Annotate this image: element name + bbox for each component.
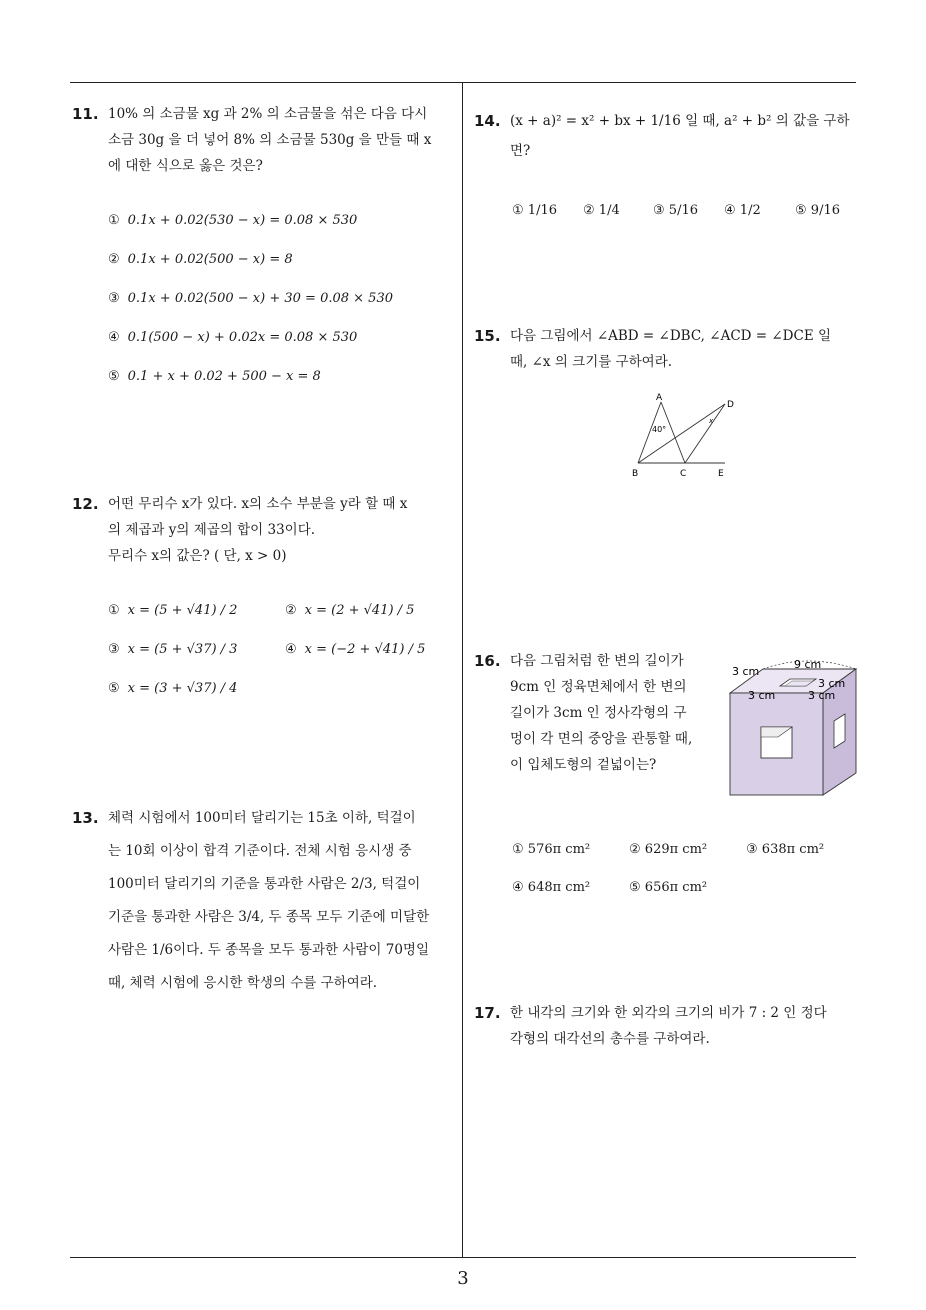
problem-stem: 다음 그림에서 ∠ABD = ∠DBC, ∠ACD = ∠DCE 일 때, ∠x 의 크기를 구하여라. xyxy=(510,328,832,370)
choice-row xyxy=(512,203,852,229)
problem-number: 13. xyxy=(72,809,99,827)
label-left: 3 cm xyxy=(732,665,760,678)
problem-13 xyxy=(72,802,456,1000)
problem-stem: 한 내각의 크기와 한 외각의 크기의 비가 7 : 2 인 정다 각형의 대각선의 총수를 구하여라. xyxy=(510,1005,827,1047)
problem-14 xyxy=(474,106,858,166)
choice-2[interactable]: ② x = (2 + √41) / 5 xyxy=(285,603,415,618)
problem-number: 14. xyxy=(474,112,501,130)
choice-3[interactable]: ③ 638π cm² xyxy=(746,842,825,857)
page-number: 3 xyxy=(457,1268,469,1289)
choice-3[interactable]: ③ 0.1x + 0.02(500 − x) + 30 = 0.08 × 530 xyxy=(108,291,393,306)
label-e: E xyxy=(718,469,724,479)
problem-number: 15. xyxy=(474,327,501,345)
choice-1[interactable]: ① x = (5 + √41) / 2 xyxy=(108,603,238,618)
label-d: D xyxy=(727,400,734,410)
top-rule xyxy=(70,82,856,83)
problem-stem: (x + a)² = x² + bx + 1/16 일 때, a² + b² 의 값을 구하 면? xyxy=(510,113,850,159)
problem-stem: 체력 시험에서 100미터 달리기는 15초 이하, 턱걸이 는 10회 이상이 합격 기준이다. 전체 시험 응시생 중 100미터 달리기의 기준을 통과한 사람은 2/3, 턱걸이 기준을 통과한 사람은 3/4, 두 종목 모두 기준에 미달한 사람은 1/6이다. 두 종목을 모두 통과한 사람이 70명일 때, 체력 시험에 응시한 학생의 수를 구하여라. xyxy=(108,810,430,991)
label-edge: 9 cm xyxy=(794,658,822,671)
choice-1[interactable]: ① 576π cm² xyxy=(512,842,591,857)
choice-4[interactable]: ④ 1/2 xyxy=(724,203,761,218)
column-divider xyxy=(462,82,463,1258)
problem-stem: 다음 그림처럼 한 변의 길이가 9cm 인 정육면체에서 한 변의 길이가 3cm 인 정사각형의 구 멍이 각 면의 중앙을 관통할 때, 이 입체도형의 겉넓이는? xyxy=(510,653,693,773)
choice-4[interactable]: ④ 648π cm² xyxy=(512,880,591,895)
choice-5[interactable]: ⑤ 656π cm² xyxy=(629,880,708,895)
choice-5[interactable]: ⑤ 0.1 + x + 0.02 + 500 − x = 8 xyxy=(108,369,321,384)
label-c: C xyxy=(680,469,687,479)
choice-row xyxy=(512,880,872,904)
label-angle: 40° xyxy=(652,425,667,434)
choice-2[interactable]: ② 629π cm² xyxy=(629,842,708,857)
cube-figure xyxy=(728,655,860,797)
choice-row xyxy=(512,842,872,866)
label-hole-b: 3 cm xyxy=(808,689,836,702)
problem-11 xyxy=(72,101,456,179)
problem-number: 12. xyxy=(72,495,99,513)
bottom-rule xyxy=(70,1257,856,1258)
label-a: A xyxy=(656,393,663,403)
choice-2[interactable]: ② 0.1x + 0.02(500 − x) = 8 xyxy=(108,252,293,267)
problem-15 xyxy=(474,323,858,375)
problem-stem: 10% 의 소금물 xg 과 2% 의 소금물을 섞은 다음 다시 소금 30g 을 더 넣어 8% 의 소금물 530g 을 만들 때 x 에 대한 식으로 옳은 것은? xyxy=(108,106,432,174)
triangle-figure xyxy=(625,390,740,482)
problem-stem: 어떤 무리수 x가 있다. x의 소수 부분을 y라 할 때 x 의 제곱과 y의 제곱의 합이 33이다. 무리수 x의 값은? ( 단, x > 0) xyxy=(108,496,408,564)
choice-5[interactable]: ⑤ x = (3 + √37) / 4 xyxy=(108,681,238,696)
choice-1[interactable]: ① 0.1x + 0.02(530 − x) = 0.08 × 530 xyxy=(108,213,358,228)
choice-5[interactable]: ⑤ 9/16 xyxy=(795,203,840,218)
choice-4[interactable]: ④ x = (−2 + √41) / 5 xyxy=(285,642,426,657)
problem-number: 17. xyxy=(474,1004,501,1022)
label-x: x xyxy=(709,417,714,425)
problem-number: 11. xyxy=(72,105,99,123)
choice-3[interactable]: ③ 5/16 xyxy=(653,203,698,218)
problem-17 xyxy=(474,1000,858,1052)
choice-3[interactable]: ③ x = (5 + √37) / 3 xyxy=(108,642,238,657)
label-hole-a: 3 cm xyxy=(748,689,776,702)
problem-12 xyxy=(72,491,456,569)
choice-1[interactable]: ① 1/16 xyxy=(512,203,557,218)
choice-4[interactable]: ④ 0.1(500 − x) + 0.02x = 0.08 × 530 xyxy=(108,330,358,345)
choice-2[interactable]: ② 1/4 xyxy=(583,203,620,218)
label-hole-c: 3 cm xyxy=(818,677,846,690)
label-b: B xyxy=(632,469,639,479)
problem-16 xyxy=(474,648,714,778)
problem-number: 16. xyxy=(474,652,501,670)
